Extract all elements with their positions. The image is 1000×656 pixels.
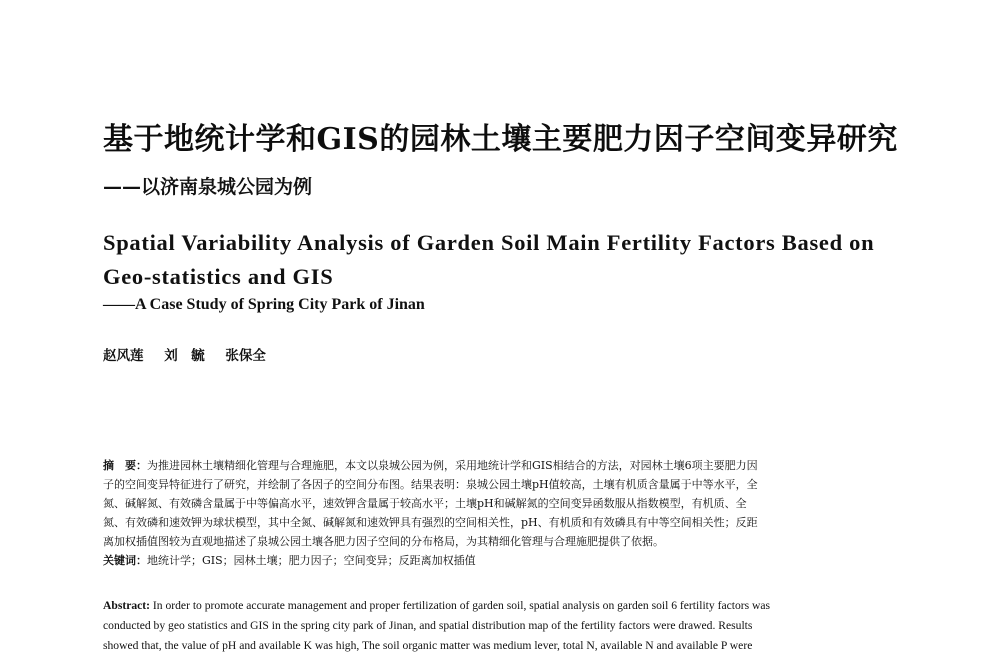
abstract-en-line: showed that, the value of pH and available K was high, The soil organic matter was medium lever, total N, available N and available P were	[103, 639, 753, 652]
paper-title-english	[103, 226, 903, 294]
author-list	[103, 344, 282, 364]
abstract-cn-line	[103, 456, 893, 475]
author-name: 刘 毓	[164, 348, 205, 364]
author-name: 赵风莲	[103, 348, 144, 364]
keywords-cn-label: 关键词：	[103, 554, 147, 567]
abstract-cn-line: 氮、碱解氮、有效磷含量属于中等偏高水平，速效钾含量属于较高水平；土壤pH和碱解氮的空间变异函数服从指数模型，有机质、全	[103, 497, 747, 510]
keywords-cn-text: 地统计学；GIS；园林土壤；肥力因子；空间变异；反距离加权插值	[147, 554, 476, 567]
abstract-en-line	[103, 596, 893, 616]
title-en-line: Spatial Variability Analysis of Garden Soil Main Fertility Factors Based on	[103, 230, 875, 255]
abstract-cn-line: 离加权插值图较为直观地描述了泉城公园土壤各肥力因子空间的分布格局，为其精细化管理与合理施肥提供了依据。	[103, 535, 664, 548]
abstract-cn-text: 为推进园林土壤精细化管理与合理施肥，本文以泉城公园为例，采用地统计学和GIS相结合的方法，对园林土壤6项主要肥力因	[147, 459, 758, 472]
abstract-cn-line: 子的空间变异特征进行了研究，并绘制了各因子的空间分布图。结果表明：泉城公园土壤pH值较高，土壤有机质含量属于中等水平，全	[103, 478, 758, 491]
title-en-line: Geo-statistics and GIS	[103, 264, 334, 289]
abstract-en-label: Abstract:	[103, 599, 151, 612]
paper-subtitle-english: ——A Case Study of Spring City Park of Jinan	[103, 296, 425, 313]
author-name: 张保全	[225, 348, 266, 364]
paper-title-chinese: 基于地统计学和GIS的园林土壤主要肥力因子空间变异研究	[103, 122, 898, 157]
keywords-chinese	[103, 551, 893, 570]
abstract-english	[103, 596, 893, 656]
abstract-cn-label: 摘 要：	[103, 459, 147, 472]
abstract-en-text: In order to promote accurate management and proper fertilization of garden soil, spatial analysis on garden soil 6 fertility factors was	[150, 599, 771, 612]
abstract-cn-line: 氮、有效磷和速效钾为球状模型，其中全氮、碱解氮和速效钾具有强烈的空间相关性，pH、有机质和有效磷具有中等空间相关性；反距	[103, 516, 758, 529]
abstract-en-line: conducted by geo statistics and GIS in the spring city park of Jinan, and spatial distribution map of the fertility factors were drawed. Results	[103, 619, 753, 632]
paper-subtitle-chinese: ——以济南泉城公园为例	[103, 176, 313, 198]
abstract-chinese	[103, 456, 893, 551]
